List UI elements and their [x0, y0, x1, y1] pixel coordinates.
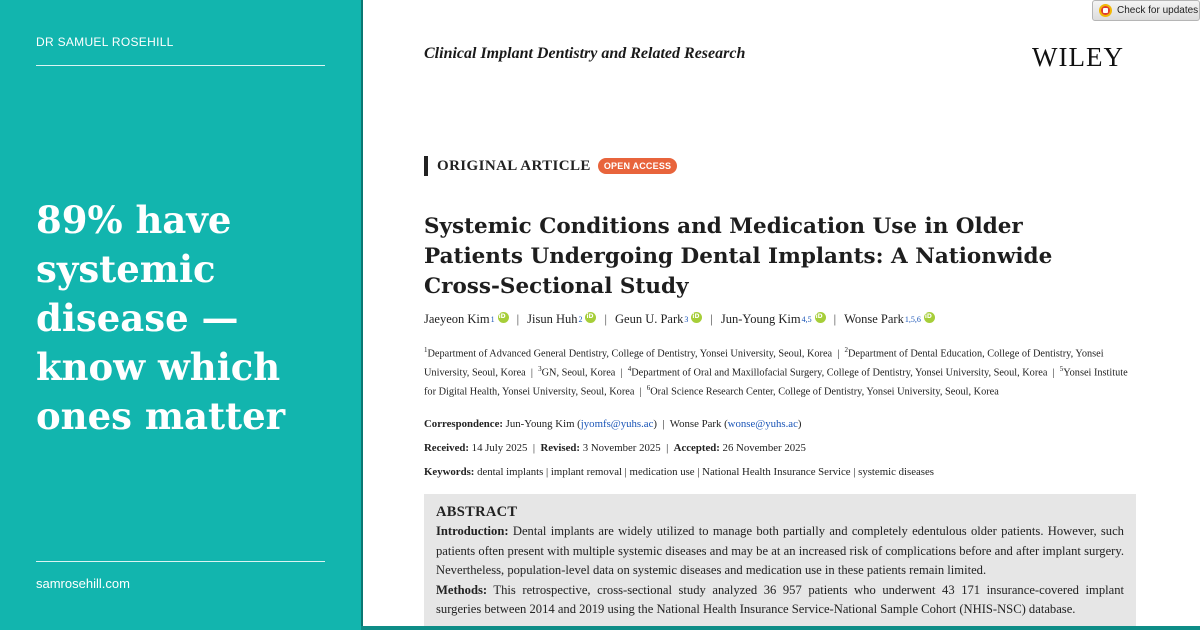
site-url: samrosehill.com — [36, 576, 130, 591]
paper-preview — [363, 0, 1200, 626]
author-separator: | — [710, 312, 713, 326]
orcid-icon[interactable] — [691, 312, 702, 323]
author-1[interactable]: Jaeyeon Kim 1 iD — [424, 312, 509, 327]
article-type-bar — [424, 156, 428, 176]
email-link[interactable]: jyomfs@yuhs.ac — [580, 418, 654, 430]
author-list — [424, 312, 935, 327]
journal-name: Clinical Implant Dentistry and Related Research — [424, 45, 746, 62]
author-name: DR SAMUEL ROSEHILL — [36, 35, 174, 49]
email-link[interactable]: wonse@yuhs.ac — [727, 418, 798, 430]
orcid-icon[interactable] — [924, 312, 935, 323]
author-separator: | — [833, 312, 837, 326]
headline: 89% have systemic disease — know which ones matter — [36, 198, 286, 438]
orcid-icon[interactable] — [498, 312, 509, 323]
orcid-icon[interactable] — [585, 312, 596, 323]
author-5[interactable]: Wonse Park 1,5,6 iD — [844, 312, 935, 327]
keywords: Keywords: dental implants | implant removal | medication use | National Health Insurance Service | systemic diseases — [424, 466, 934, 478]
publisher-logo: WILEY — [1032, 42, 1124, 72]
abstract-heading: ABSTRACT — [436, 504, 518, 520]
correspondence: Correspondence: Jun-Young Kim (jyomfs@yuhs.ac) | Wonse Park (wonse@yuhs.ac) — [424, 418, 802, 430]
paper-title: Systemic Conditions and Medication Use in Older Patients Undergoing Dental Implants: A Nationwide Cross-Sectional Study — [424, 214, 1053, 299]
open-access-badge: OPEN ACCESS — [598, 158, 677, 174]
author-2[interactable]: Jisun Huh 2 iD — [527, 312, 596, 327]
bottom-divider — [36, 561, 325, 562]
article-type: ORIGINAL ARTICLE — [437, 157, 591, 174]
affiliations: $^1$Department of Advanced General Dentistry, College of Dentistry, Yonsei University, Seoul, Korea | $^2$Department of Dental Education, College of Dentistry, Yonsei University, Seoul, Korea | $^3$GN, Seoul, Korea | $^4$Department of Oral and Maxillofacial Surgery, College of Dentistry, Yonsei University, Seoul, Korea | $^5$Yonsei Institute for Digital Health, Yonsei University, Seoul, Korea | $^6$Oral Science Research Center, College of Dentistry, Yonsei University, Seoul, Korea — [424, 346, 1128, 398]
author-separator: | — [604, 312, 607, 326]
crossmark-icon — [1099, 4, 1112, 17]
check-for-updates-label: Check for updates — [1117, 5, 1199, 16]
author-separator: | — [516, 312, 520, 326]
author-3[interactable]: Geun U. Park 3 iD — [615, 312, 702, 327]
author-4[interactable]: Jun-Young Kim 4,5 iD — [721, 312, 826, 327]
article-type-row — [424, 156, 677, 176]
bottom-accent-bar — [361, 626, 1200, 630]
orcid-icon[interactable] — [815, 312, 826, 323]
check-for-updates-button[interactable] — [1092, 0, 1200, 21]
top-divider — [36, 65, 325, 66]
abstract-box — [424, 494, 1136, 626]
abstract-text: Introduction: Dental implants are widely utilized to manage both partially and completely edentulous older patients. However, such patients often present with multiple systemic diseases and may be at an increased risk of complications before and after implant surgery. Nevertheless, population-level data on systemic diseases and medication use in these patients remain limited. Methods: This retrospective, cross-sectional study analyzed 36 957 patients who underwent 43 171 insurance-covered implant surgeries between 2014 and 2019 using the National Health Insurance Service-National Sample Cohort (NHIS-NSC) database. — [436, 524, 1125, 616]
article-dates: Received: 14 July 2025 | Revised: 3 November 2025 | Accepted: 26 November 2025 — [424, 442, 806, 454]
promo-panel — [0, 0, 361, 630]
